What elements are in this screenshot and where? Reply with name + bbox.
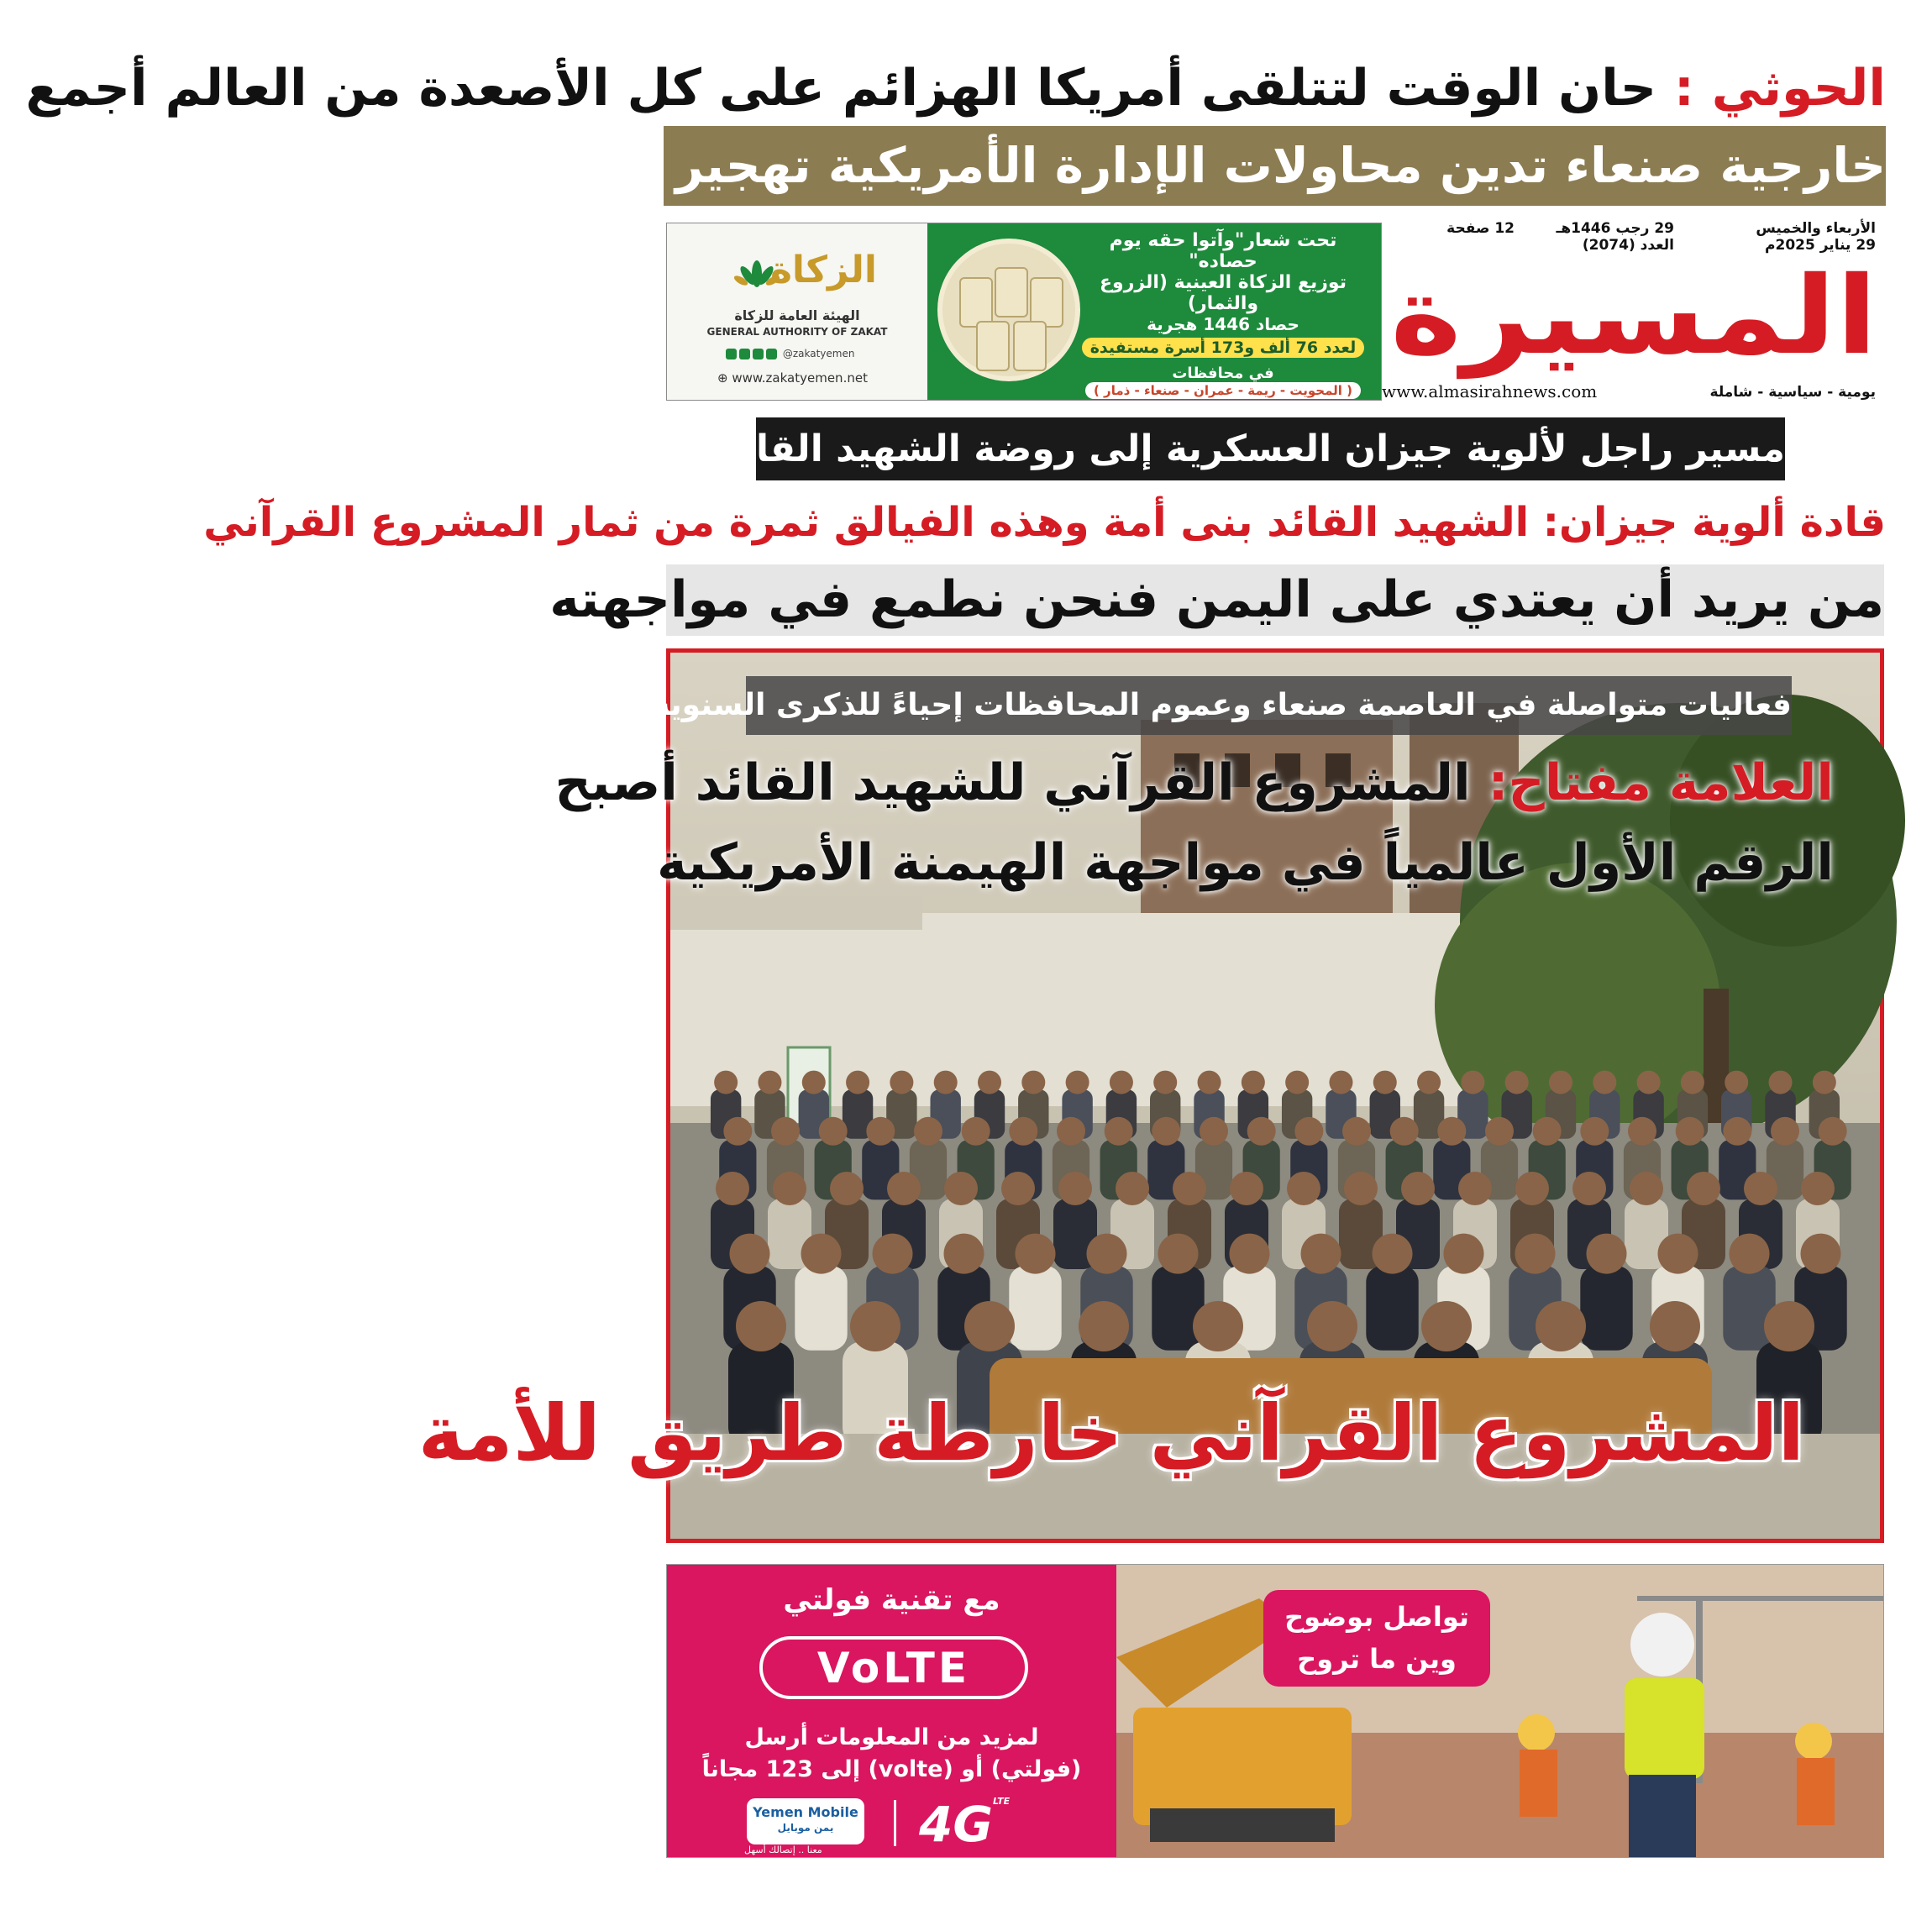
crowd-figure-head — [1515, 1172, 1549, 1205]
zakat-social-handle: @zakatyemen — [782, 348, 855, 359]
crowd-figure-head — [1637, 1071, 1661, 1094]
crowd-figure-head — [1079, 1301, 1129, 1351]
zakat-governorates: ( المحويت - ريمة - عمران - صنعاء - ذمار ) — [1085, 382, 1361, 399]
zakat-authority-arabic: الهيئة العامة للزكاة — [734, 307, 860, 323]
yemen-mobile-advertisement[interactable] — [666, 1564, 1884, 1858]
crowd-figure-head — [962, 1117, 990, 1146]
crowd-figure-head — [1058, 1172, 1092, 1205]
crowd-figure-head — [978, 1071, 1001, 1094]
zakat-ad-brand-panel — [667, 223, 927, 400]
crowd-figure-head — [723, 1117, 752, 1146]
crowd-figure-head — [944, 1234, 984, 1274]
crowd-figure-head — [890, 1071, 913, 1094]
photo-kicker-line2: الرقم الأول عالمياً في مواجهة الهيمنة الأمريكية — [657, 833, 1834, 892]
masthead-tagline: يومية - سياسية - شاملة — [1709, 384, 1876, 401]
second-headline: خارجية صنعاء تدين محاولات الإدارة الأمريكية تهجير الفلسطينيين من قطاع غزة — [664, 126, 1886, 206]
crowd-figure-head — [736, 1301, 786, 1351]
crowd-figure-head — [866, 1117, 895, 1146]
crowd-figure-head — [1329, 1071, 1352, 1094]
crowd-figure-head — [1287, 1172, 1320, 1205]
volte-slogan-line2: وين ما تروح — [1297, 1643, 1457, 1675]
crowd-figure-head — [802, 1071, 826, 1094]
crowd-figure-head — [1158, 1234, 1199, 1274]
crowd-figure-head — [1658, 1234, 1698, 1274]
network-4g-text: 4G — [919, 1796, 993, 1853]
zakat-website-text: www.zakatyemen.net — [732, 370, 868, 386]
crowd-figure-head — [819, 1117, 848, 1146]
crowd-figure-head — [846, 1071, 869, 1094]
logo-divider — [894, 1800, 896, 1846]
banner-headline: مسير راجل لألوية جيزان العسكرية إلى روضة الشهيد القائد في مران — [756, 417, 1785, 480]
crowd-figure-head — [1105, 1117, 1133, 1146]
crowd-figure-head — [1687, 1172, 1720, 1205]
lead-headline-text: حان الوقت لتتلقى أمريكا الهزائم على كل الأصعدة من العالم أجمع — [25, 59, 1657, 118]
crowd-figure-head — [1152, 1117, 1180, 1146]
construction-worker-illustration — [1116, 1565, 1883, 1857]
crowd-figure-head — [944, 1172, 978, 1205]
quote-headline: من يريد أن يعتدي على اليمن فنحن نطمع في مواجهته — [666, 564, 1884, 636]
crowd-figure-head — [873, 1234, 913, 1274]
lead-headline-speaker: الحوثي : — [1673, 59, 1886, 118]
issue-gregorian-date: 29 يناير 2025م — [1765, 237, 1876, 254]
zakat-social-handles[interactable] — [726, 348, 854, 359]
photo-kicker — [554, 741, 1834, 825]
construction-scene-image — [1116, 1565, 1883, 1857]
network-lte-text: LTE — [992, 1796, 1011, 1807]
crowd-figure-head — [1764, 1301, 1814, 1351]
zakat-authority-english: GENERAL AUTHORITY OF ZAKAT — [706, 326, 888, 338]
crowd-figure-head — [1515, 1234, 1556, 1274]
crowd-figure-head — [1630, 1172, 1663, 1205]
crowd-figure-head — [1173, 1172, 1206, 1205]
crowd-figure-head — [1242, 1071, 1265, 1094]
crowd-figure-head — [1572, 1172, 1606, 1205]
crowd-figure-head — [1066, 1071, 1089, 1094]
crowd-figure-head — [887, 1172, 921, 1205]
crowd-figure-head — [1628, 1117, 1656, 1146]
photo-kicker-text: المشروع القرآني للشهيد القائد أصبح — [554, 753, 1471, 812]
crowd-figure-head — [1769, 1071, 1793, 1094]
crowd-figure-head — [1437, 1117, 1466, 1146]
crowd-figure-head — [1344, 1172, 1378, 1205]
crowd-figure-head — [1001, 1172, 1035, 1205]
crowd-figure-head — [1373, 1234, 1413, 1274]
crowd-figure-head — [1016, 1234, 1056, 1274]
crowd-figure-head — [1294, 1117, 1323, 1146]
photo-caption: فعاليات متواصلة في العاصمة صنعاء وعموم المحافظات إحياءً للذكرى السنوية للشهيد القائد — [746, 676, 1792, 735]
crowd-figure-head — [758, 1071, 781, 1094]
zakat-ad-text — [1080, 230, 1366, 399]
page-count: 12 صفحة — [1446, 220, 1515, 237]
crowd-figure-head — [1285, 1071, 1309, 1094]
crowd-figure-head — [1681, 1071, 1704, 1094]
crowd-figure-head — [1417, 1071, 1441, 1094]
issue-hijri-date: 29 رجب 1446هـ — [1556, 220, 1674, 237]
instagram-icon[interactable] — [739, 349, 750, 359]
crowd-figure-head — [714, 1071, 738, 1094]
crowd-figure-head — [1580, 1117, 1609, 1146]
crowd-figure-head — [771, 1117, 800, 1146]
masthead — [1378, 220, 1888, 405]
crowd-figure-head — [1230, 1172, 1263, 1205]
crowd-figure-head — [1057, 1117, 1085, 1146]
crowd-figure-head — [1193, 1301, 1243, 1351]
crowd-figure-head — [1801, 1234, 1841, 1274]
issue-number: العدد (2074) — [1582, 237, 1674, 254]
crowd-figure-head — [716, 1172, 749, 1205]
crowd-figure-head — [1676, 1117, 1704, 1146]
crowd-figure-head — [1087, 1234, 1127, 1274]
network-4g-logo — [919, 1796, 1010, 1853]
crowd-figure-head — [801, 1234, 842, 1274]
crowd-figure-head — [914, 1117, 942, 1146]
crowd-figure-head — [773, 1172, 806, 1205]
zakat-website[interactable] — [717, 370, 868, 386]
zakat-slogan: تحت شعار"وآتوا حقه يوم حصاده" — [1109, 230, 1337, 272]
crowd-figure-head — [1744, 1172, 1777, 1205]
zakat-advertisement[interactable] — [666, 223, 1382, 401]
almasirah-logo — [1382, 254, 1886, 379]
lead-headline — [25, 46, 1886, 130]
volte-info-line1: لمزيد من المعلومات أرسل — [744, 1724, 1039, 1750]
photo-main-headline: المشروع القرآني خارطة طريق للأمة — [417, 1388, 1804, 1478]
crowd-figure-head — [1819, 1117, 1847, 1146]
zakat-governorates-label: في محافظات — [1172, 365, 1274, 382]
youtube-icon[interactable] — [726, 349, 737, 359]
crowd-figure-head — [1110, 1071, 1133, 1094]
crowd-figure-head — [1116, 1172, 1149, 1205]
crowd-figure-head — [934, 1071, 958, 1094]
yemen-mobile-brand-arabic: يمن موبايل — [777, 1822, 834, 1834]
crowd-figure-head — [1650, 1301, 1700, 1351]
crowd-figure-head — [1009, 1117, 1037, 1146]
crowd-figure-head — [1813, 1071, 1836, 1094]
yemen-mobile-brand: Yemen Mobile — [753, 1804, 858, 1820]
crowd-figure-head — [830, 1172, 864, 1205]
issue-hijri-block — [1557, 220, 1674, 254]
issue-dates — [1756, 220, 1876, 254]
crowd-figure-head — [1373, 1071, 1397, 1094]
crowd-figure-head — [1390, 1117, 1419, 1146]
crowd-figure-body — [1580, 1266, 1632, 1351]
crowd-figure-body — [1009, 1266, 1061, 1351]
crowd-figure-head — [1230, 1234, 1270, 1274]
crowd-figure-head — [1505, 1071, 1529, 1094]
crowd-figure-head — [1458, 1172, 1492, 1205]
volte-slogan-line1: تواصل بوضوح — [1284, 1601, 1469, 1633]
issue-days: الأربعاء والخميس — [1756, 220, 1876, 237]
crowd-figure-head — [1461, 1071, 1484, 1094]
yemen-mobile-slogan: معنا .. إتصالك أسهل — [744, 1844, 822, 1855]
facebook-icon[interactable] — [766, 349, 777, 359]
masthead-url[interactable]: www.almasirahnews.com — [1382, 381, 1598, 401]
zakat-ad-message-panel — [927, 223, 1381, 400]
crowd-figure-head — [1444, 1234, 1484, 1274]
crowd-figure-head — [1593, 1071, 1616, 1094]
grain-sacks-image — [937, 239, 1080, 381]
photo-kicker-speaker: العلامة مفتاح: — [1488, 753, 1834, 812]
masthead-logo-text: المسيرة — [1390, 254, 1877, 379]
crowd-figure-head — [1587, 1234, 1627, 1274]
crowd-figure-body — [795, 1266, 847, 1351]
crowd-figure-head — [1533, 1117, 1562, 1146]
volte-logo: VoLTE — [759, 1636, 1028, 1699]
crowd-figure-head — [1536, 1301, 1586, 1351]
crowd-figure-head — [850, 1301, 900, 1351]
crowd-figure-head — [1725, 1071, 1748, 1094]
yemen-mobile-logo — [747, 1798, 864, 1844]
crowd-figure-head — [1153, 1071, 1177, 1094]
volte-slogan-bubble — [1263, 1590, 1490, 1687]
crowd-figure-head — [730, 1234, 770, 1274]
crowd-figure-head — [1307, 1301, 1357, 1351]
main-photo — [417, 648, 1884, 1543]
volte-info-line2: (فولتي) أو (volte) إلى 123 مجاناً — [701, 1756, 1082, 1782]
crowd-figure-head — [1200, 1117, 1228, 1146]
globe-icon: ⊕ — [717, 370, 728, 386]
zakat-beneficiaries: لعدد 76 ألف و173 أسرة مستفيدة — [1082, 338, 1365, 358]
crowd-figure-head — [1771, 1117, 1799, 1146]
crowd-figure-head — [1247, 1117, 1276, 1146]
zakat-logo-name: الزكاة — [769, 249, 877, 291]
crowd-figure-head — [1301, 1234, 1341, 1274]
zakat-harvest: حصاد 1446 هجرية — [1147, 314, 1299, 334]
volte-ad-title: مع تقنية فولتي — [783, 1583, 1000, 1617]
crowd-figure-head — [1021, 1071, 1045, 1094]
zakat-distribution: توزيع الزكاة العينية (الزروع والثمار) — [1100, 272, 1347, 314]
red-headline: قادة ألوية جيزان: الشهيد القائد بنى أمة وهذه الفيالق ثمرة من ثمار المشروع القرآني — [203, 499, 1886, 546]
crowd-figure-head — [1730, 1234, 1770, 1274]
volte-ad-panel — [667, 1565, 1116, 1857]
crowd-figure-head — [1401, 1172, 1435, 1205]
crowd-figure-head — [1549, 1071, 1572, 1094]
crowd-figure-head — [1723, 1117, 1751, 1146]
crowd-figure-head — [1198, 1071, 1221, 1094]
x-icon[interactable] — [753, 349, 764, 359]
crowd-figure-head — [964, 1301, 1015, 1351]
crowd-figure-head — [1801, 1172, 1835, 1205]
crowd-figure-head — [1421, 1301, 1472, 1351]
crowd-figure-head — [1342, 1117, 1371, 1146]
crowd-figure-body — [1366, 1266, 1418, 1351]
crowd-figure-head — [1485, 1117, 1514, 1146]
